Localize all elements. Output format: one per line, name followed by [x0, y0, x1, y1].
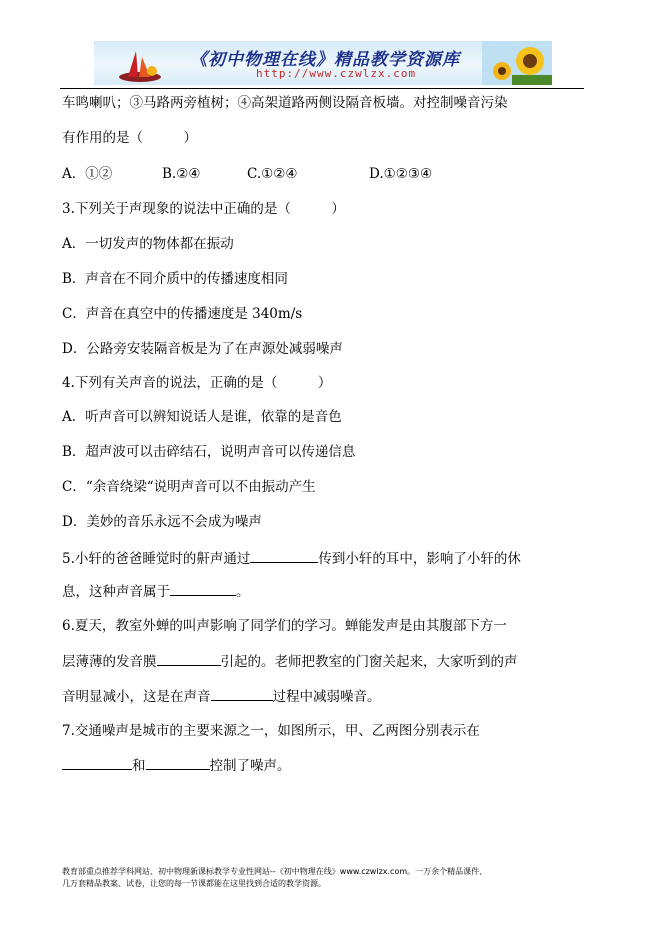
q5-line1: [62, 550, 521, 567]
sunflower-image: [482, 41, 552, 85]
q3-option-b: B．声音在不同介质中的传播速度相同: [62, 271, 288, 287]
q6-text-c: 引起的。老师把教室的门窗关起来，大家听到的声: [220, 654, 518, 670]
q5-text-c: 息，这种声音属于: [62, 584, 170, 600]
q4-option-c: C．“余音绕梁“说明声音可以不由振动产生: [62, 479, 316, 495]
q5-text-a: 5.小轩的爸爸睡觉时的鼾声通过: [62, 551, 251, 567]
q4-stem: 4.下列有关声音的说法，正确的是（ ）: [62, 375, 332, 391]
banner-url: http://www.czwlzx.com: [256, 67, 417, 80]
q6-text-d: 音明显减小，这是在声音: [62, 689, 211, 705]
q7-line2: [62, 757, 291, 774]
footer-line2: 几万套精品教案、试卷，让您的每一节课都能在这里找到合适的教学资源。: [62, 879, 326, 888]
q7-line1: 7.交通噪声是城市的主要来源之一，如图所示，甲、乙两图分别表示在: [62, 723, 480, 739]
q6-line2: [62, 653, 518, 670]
q5-text-b: 传到小轩的耳中，影响了小轩的休: [318, 551, 521, 567]
q5-line2: [62, 583, 250, 600]
q3-option-c: C．声音在真空中的传播速度是 340m/s: [62, 306, 303, 322]
q6-blank-2: [211, 688, 273, 701]
q2-option-d: D.①②③④: [369, 166, 433, 182]
q5-blank-2: [170, 583, 236, 596]
header-banner: [94, 41, 552, 85]
q2-option-a: A．①②: [62, 166, 113, 182]
q7-blank-2: [146, 757, 210, 770]
q5-text-d: 。: [236, 584, 250, 600]
q2-options: [62, 166, 432, 182]
header-divider: [60, 88, 584, 89]
q2-option-b: B.②④: [162, 166, 201, 182]
q3-option-d: D．公路旁安装隔音板是为了在声源处减弱噪声: [62, 341, 343, 357]
q3-stem: 3.下列关于声现象的说法中正确的是（ ）: [62, 201, 345, 217]
q2-line2: 有作用的是（ ）: [62, 130, 197, 146]
page-footer: [62, 866, 487, 890]
q7-blank-1: [62, 757, 132, 770]
q2-line1: 车鸣喇叭；③马路两旁植树；④高架道路两侧设隔音板墙。对控制噪音污染: [62, 95, 508, 111]
site-logo-icon: [118, 47, 164, 83]
q6-text-b: 层薄薄的发音膜: [62, 654, 157, 670]
q7-text-b: 和: [132, 758, 146, 774]
q6-text-e: 过程中减弱噪音。: [272, 689, 381, 705]
q4-option-b: B．超声波可以击碎结石，说明声音可以传递信息: [62, 444, 356, 460]
q3-option-a: A．一切发声的物体都在振动: [62, 236, 234, 252]
q2-option-c: C.①②④: [247, 166, 298, 182]
q5-blank-1: [250, 550, 318, 563]
q6-blank-1: [157, 653, 221, 666]
q4-option-d: D．美妙的音乐永远不会成为噪声: [62, 514, 262, 530]
q4-option-a: A．听声音可以辨知说话人是谁，依靠的是音色: [62, 409, 342, 425]
banner-title: 《初中物理在线》精品教学资源库: [190, 50, 460, 70]
q7-text-c: 控制了噪声。: [209, 758, 291, 774]
q6-line3: [62, 688, 381, 705]
footer-line1: 教育部重点推荐学科网站、初中物理新课标教学专业性网站--《初中物理在线》www.czwlzx.com。一万余个精品课件、: [62, 867, 488, 876]
q6-line1: 6.夏天，教室外蝉的叫声影响了同学们的学习。蝉能发声是由其腹部下方一: [62, 618, 507, 634]
